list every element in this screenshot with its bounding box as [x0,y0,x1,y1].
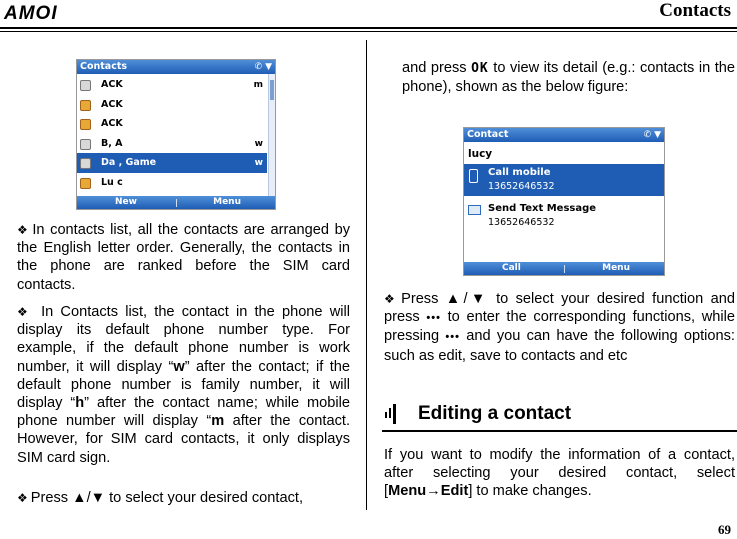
contact-row[interactable] [77,173,267,193]
call-mobile-item [464,164,664,196]
contact-row[interactable] [77,114,267,134]
screenshot-title: Contacts [80,61,128,72]
phone-contact-icon [80,119,91,130]
header-rule [0,27,737,29]
heading-rule [382,430,737,432]
paragraph-sort-order [17,221,350,294]
scrollbar [268,74,275,196]
sim-card-icon [80,80,91,91]
phone-contact-icon [80,100,91,111]
paragraph-text: Press ▲/▼ to select your desired function and press [384,291,736,326]
column-divider [366,40,367,510]
contact-name: lucy [468,148,493,160]
section-heading [418,403,571,425]
softkey-bar [77,196,275,209]
contact-name: ACK [101,118,123,129]
paragraph-text: after the contact. However, for SIM card contacts, it only displays SIM card sign. [17,413,350,466]
contact-name: Da , Game [101,157,157,168]
paragraph-text: If you want to modify the information of a contact, after selecting your desired contact, select [ [384,447,735,500]
paragraph-view-detail [402,59,735,96]
screenshot-title: Contact [467,129,509,140]
call-mobile-number: 13652646532 [488,181,555,192]
contacts-list-screenshot [76,59,276,210]
softkey-menu: Menu [602,263,630,273]
send-text-label: Send Text Message [488,203,597,214]
contact-number-type: m [253,80,263,90]
status-icons: ✆ ▼ [643,130,661,140]
softkey-menu: Menu [213,197,241,207]
paragraph-text: ” after the contact name; while mobile phone number will display “ [17,395,350,430]
ok-key-icon: OK [471,61,489,76]
contact-name: ACK [101,79,123,90]
menu-edit-path: Menu→Edit [388,483,469,500]
contact-name: B, A [101,137,123,149]
bullet-icon: ❖ [17,305,31,319]
mobile-tag: m [211,413,225,430]
contact-number-type: w [254,158,263,168]
paragraph-text: to view its detail (e.g.: contacts in the phone), shown as the below figure: [402,60,736,96]
phone-icon [469,169,478,183]
section-bars-icon [384,404,400,424]
action-key-icon: ••• [426,312,441,325]
sim-card-icon [80,139,91,150]
paragraph-text: Press ▲/▼ to select your desired contact, [30,490,303,506]
message-icon [468,205,481,215]
screenshot-title-bar [464,128,664,142]
bullet-icon: ❖ [17,491,28,505]
status-icons: ✆ ▼ [254,62,272,72]
contact-detail-screenshot [463,127,665,276]
paragraph-number-type [17,303,350,467]
contact-row[interactable] [77,95,267,115]
contact-number-type: w [254,138,263,149]
send-text-number: 13652646532 [488,217,555,228]
paragraph-text: to enter the corresponding functions, while pressing [384,309,735,345]
paragraph-text: ” after the contact; if the default phone number is family number, it will display “ [17,358,350,412]
softkey-bar [464,262,664,275]
send-text-item [464,200,664,232]
contact-name: ACK [101,98,123,110]
softkey-separator [176,199,177,207]
contact-row[interactable] [77,75,267,95]
screenshot-title-bar [77,60,275,74]
scroll-thumb [270,80,274,100]
heading-text: Editing a contact [418,403,572,424]
home-tag: h [75,395,85,412]
contact-row[interactable] [77,134,267,154]
softkey-call: Call [502,263,521,273]
page-number: 69 [718,522,731,537]
bullet-icon: ❖ [17,223,30,237]
page-title: Contacts [659,0,731,21]
paragraph-text: and you can have the following options: such as edit, save to contacts and etc [384,328,735,364]
paragraph-text: In Contacts list, the contact in the phone will display its default phone number type. For example, if the default phone number is work number, it will display “ [17,304,350,375]
paragraph-text: In contacts list, all the contacts are arranged by the English letter order. Generally, the contacts in the phone are ranked before the SIM card contacts. [17,222,350,293]
softkey-new: New [115,197,137,207]
softkey-separator [564,265,565,273]
header-rule-thin [0,31,737,32]
paragraph-text: and press [402,60,467,76]
phone-contact-icon [80,178,91,189]
paragraph-text: ] to make changes. [468,483,592,500]
sim-card-icon [80,158,91,169]
menu-key-icon: ••• [445,331,460,344]
call-mobile-label: Call mobile [488,167,551,178]
paragraph-edit-contact [384,446,735,501]
contact-row[interactable] [77,153,267,173]
contact-name: Lu c [101,176,123,188]
paragraph-select-contact [17,489,350,507]
bullet-icon: ❖ [384,292,399,306]
paragraph-select-function [384,290,735,365]
brand-logo: AMOI [4,3,58,24]
work-tag: w [173,358,185,375]
